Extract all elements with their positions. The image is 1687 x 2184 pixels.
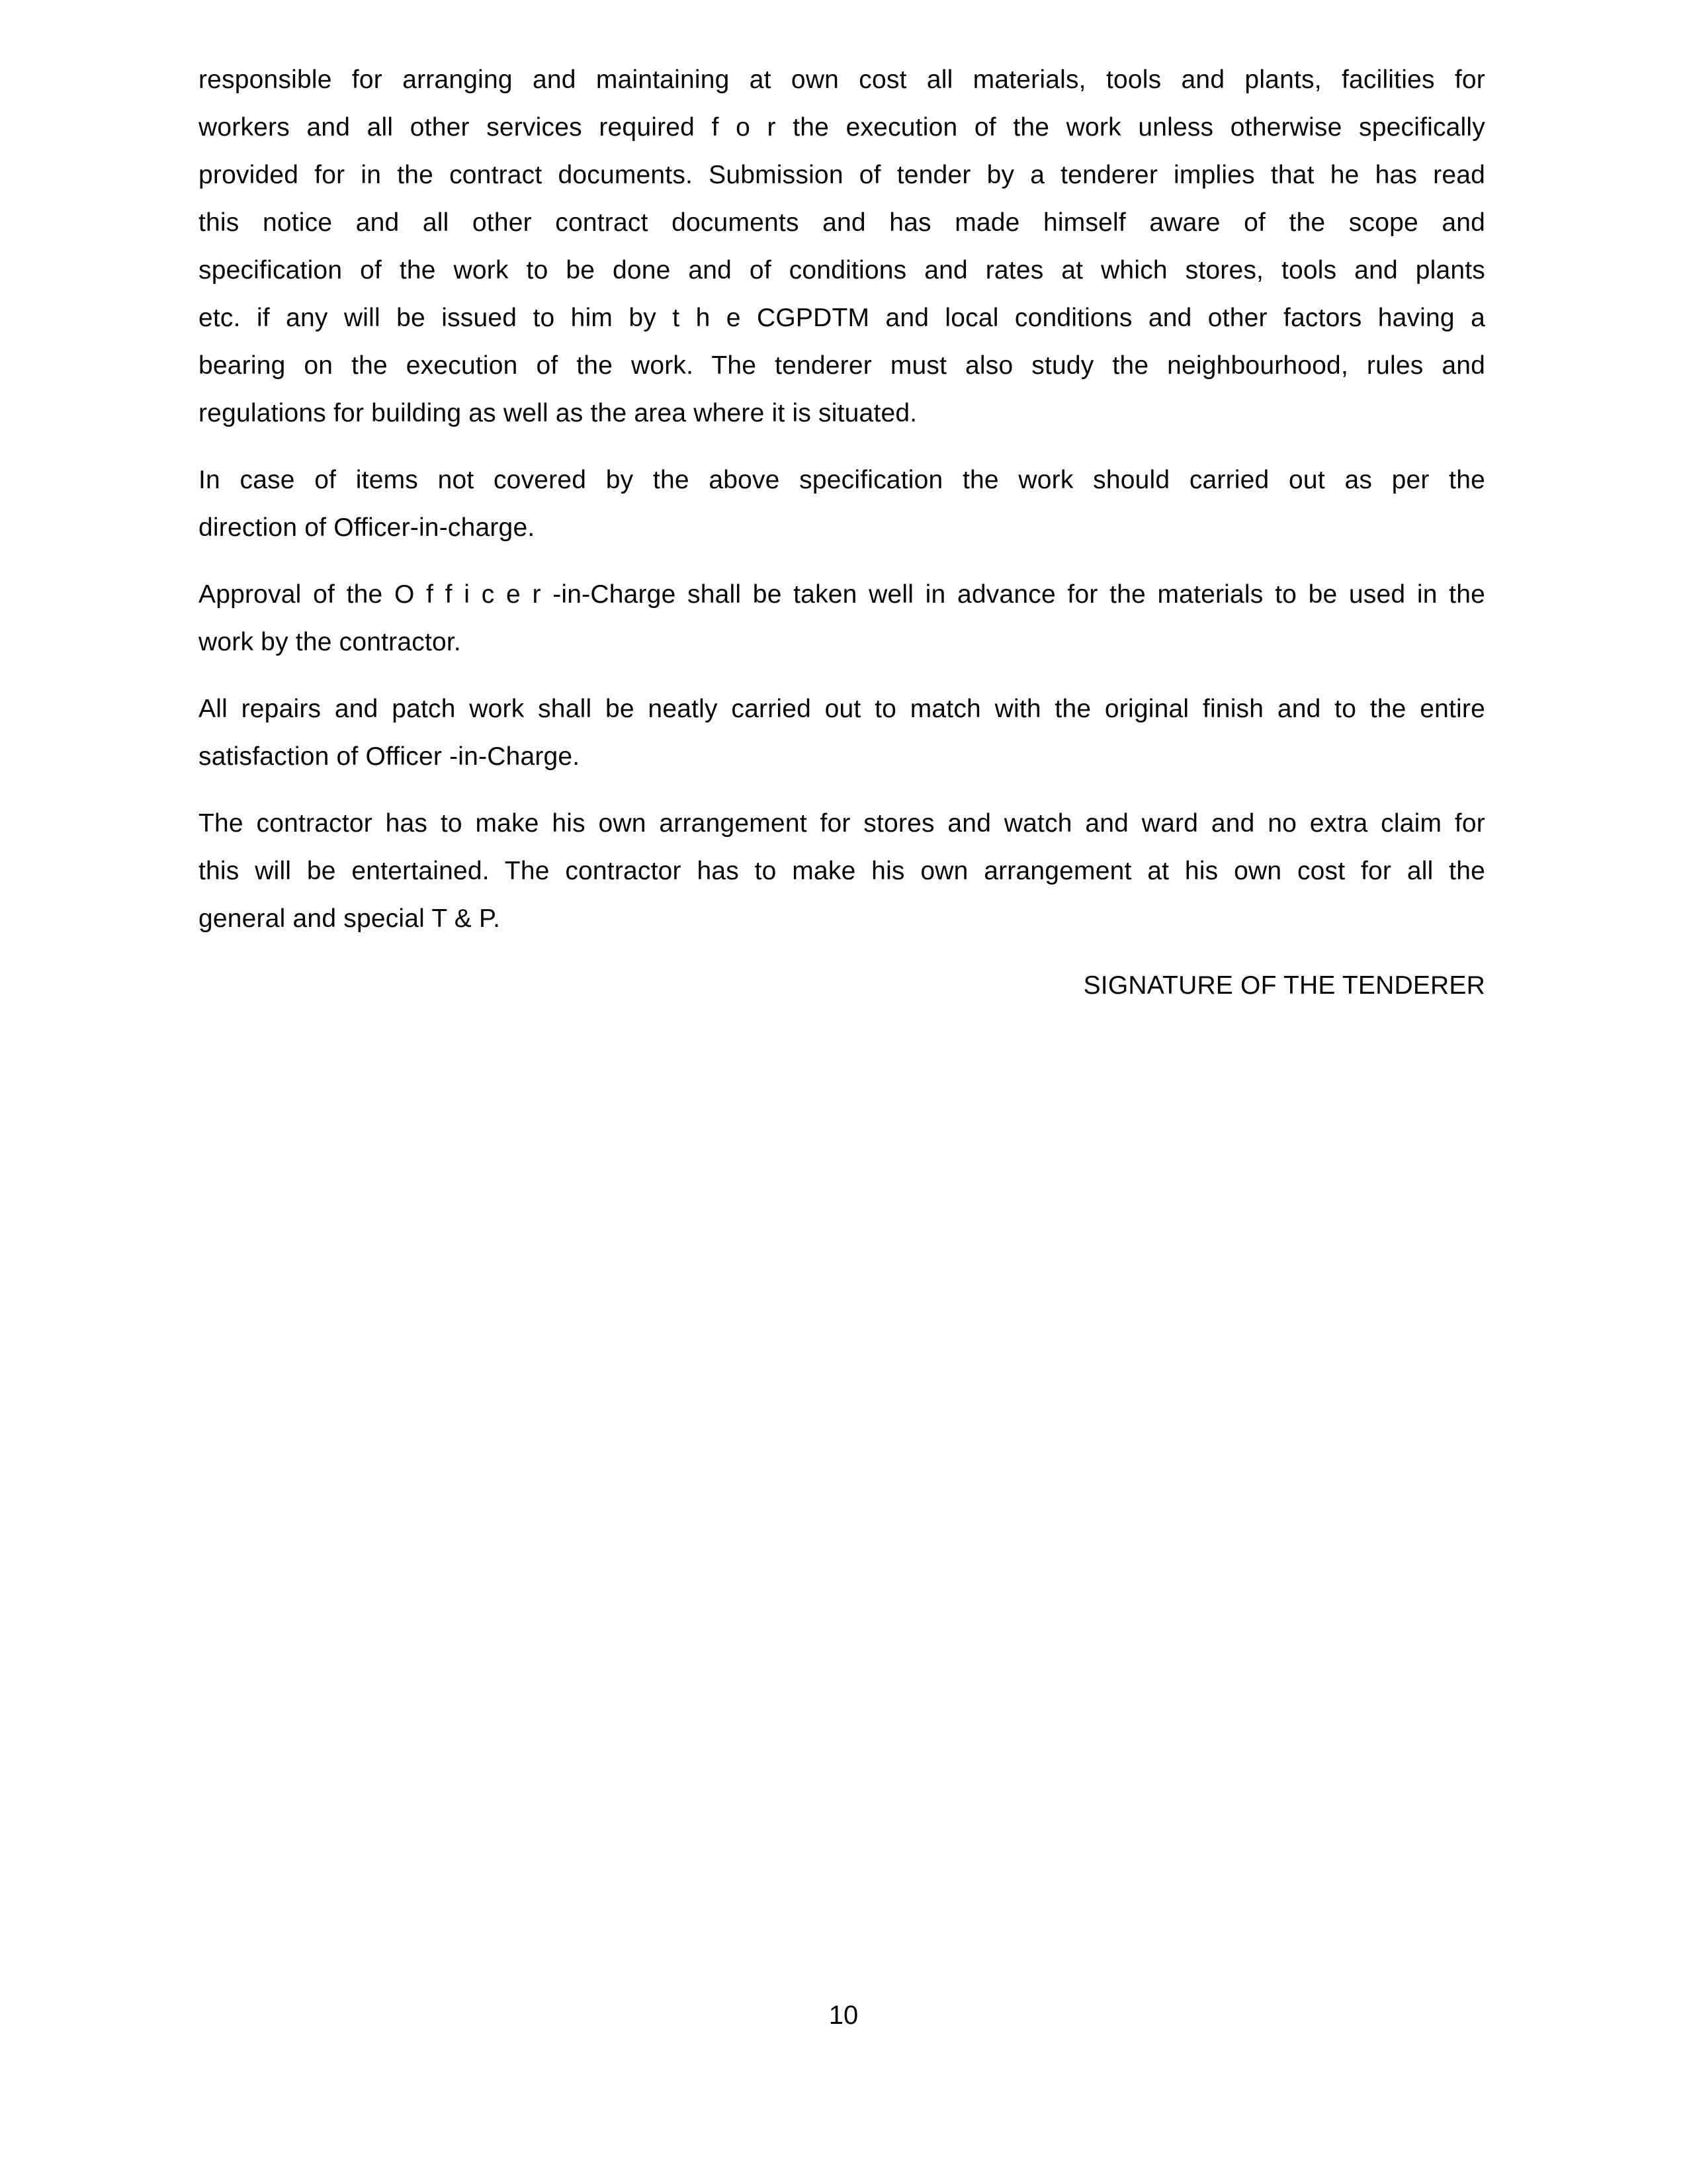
text-line: specification of the work to be done and of conditions and rates at which stores, tools and plants	[198, 256, 1485, 284]
text-line: regulations for building as well as the area where it is situated.	[198, 399, 918, 427]
text-line: general and special T & P.	[198, 904, 501, 933]
text-line: provided for in the contract documents. Submission of tender by a tenderer implies that he has read	[198, 161, 1485, 189]
paragraph-5	[198, 800, 1485, 943]
text-line: etc. if any will be issued to him by t h e CGPDTM and local conditions and other factors having a	[198, 304, 1485, 332]
text-line: All repairs and patch work shall be neatly carried out to match with the original finish and to the entire	[198, 695, 1485, 723]
paragraph-1	[198, 56, 1485, 437]
text-line: direction of Officer-in-charge.	[198, 513, 535, 542]
text-line: Approval of the O f f i c e r -in-Charge shall be taken well in advance for the materials to be used in the	[198, 580, 1485, 609]
text-line: satisfaction of Officer -in-Charge.	[198, 742, 580, 771]
paragraph-4	[198, 685, 1485, 781]
text-line: this notice and all other contract documents and has made himself aware of the scope and	[198, 208, 1485, 237]
paragraph-3	[198, 571, 1485, 666]
text-line: work by the contractor.	[198, 628, 461, 656]
page-number: 10	[828, 2001, 859, 2030]
text-line: bearing on the execution of the work. The tenderer must also study the neighbourhood, rules and	[198, 351, 1485, 380]
text-line: The contractor has to make his own arrangement for stores and watch and ward and no extra claim for	[198, 809, 1485, 838]
text-line: responsible for arranging and maintaining at own cost all materials, tools and plants, facilities for	[198, 66, 1485, 94]
text-line: this will be entertained. The contractor has to make his own arrangement at his own cost for all the	[198, 857, 1485, 885]
document-body	[198, 56, 1485, 1010]
text-line: workers and all other services required f o r the execution of the work unless otherwise specifically	[198, 113, 1485, 142]
paragraph-2	[198, 457, 1485, 552]
text-line: In case of items not covered by the above specification the work should carried out as per the	[198, 466, 1485, 494]
paragraph-list	[198, 56, 1485, 943]
signature-line: SIGNATURE OF THE TENDERER	[1083, 971, 1485, 1000]
